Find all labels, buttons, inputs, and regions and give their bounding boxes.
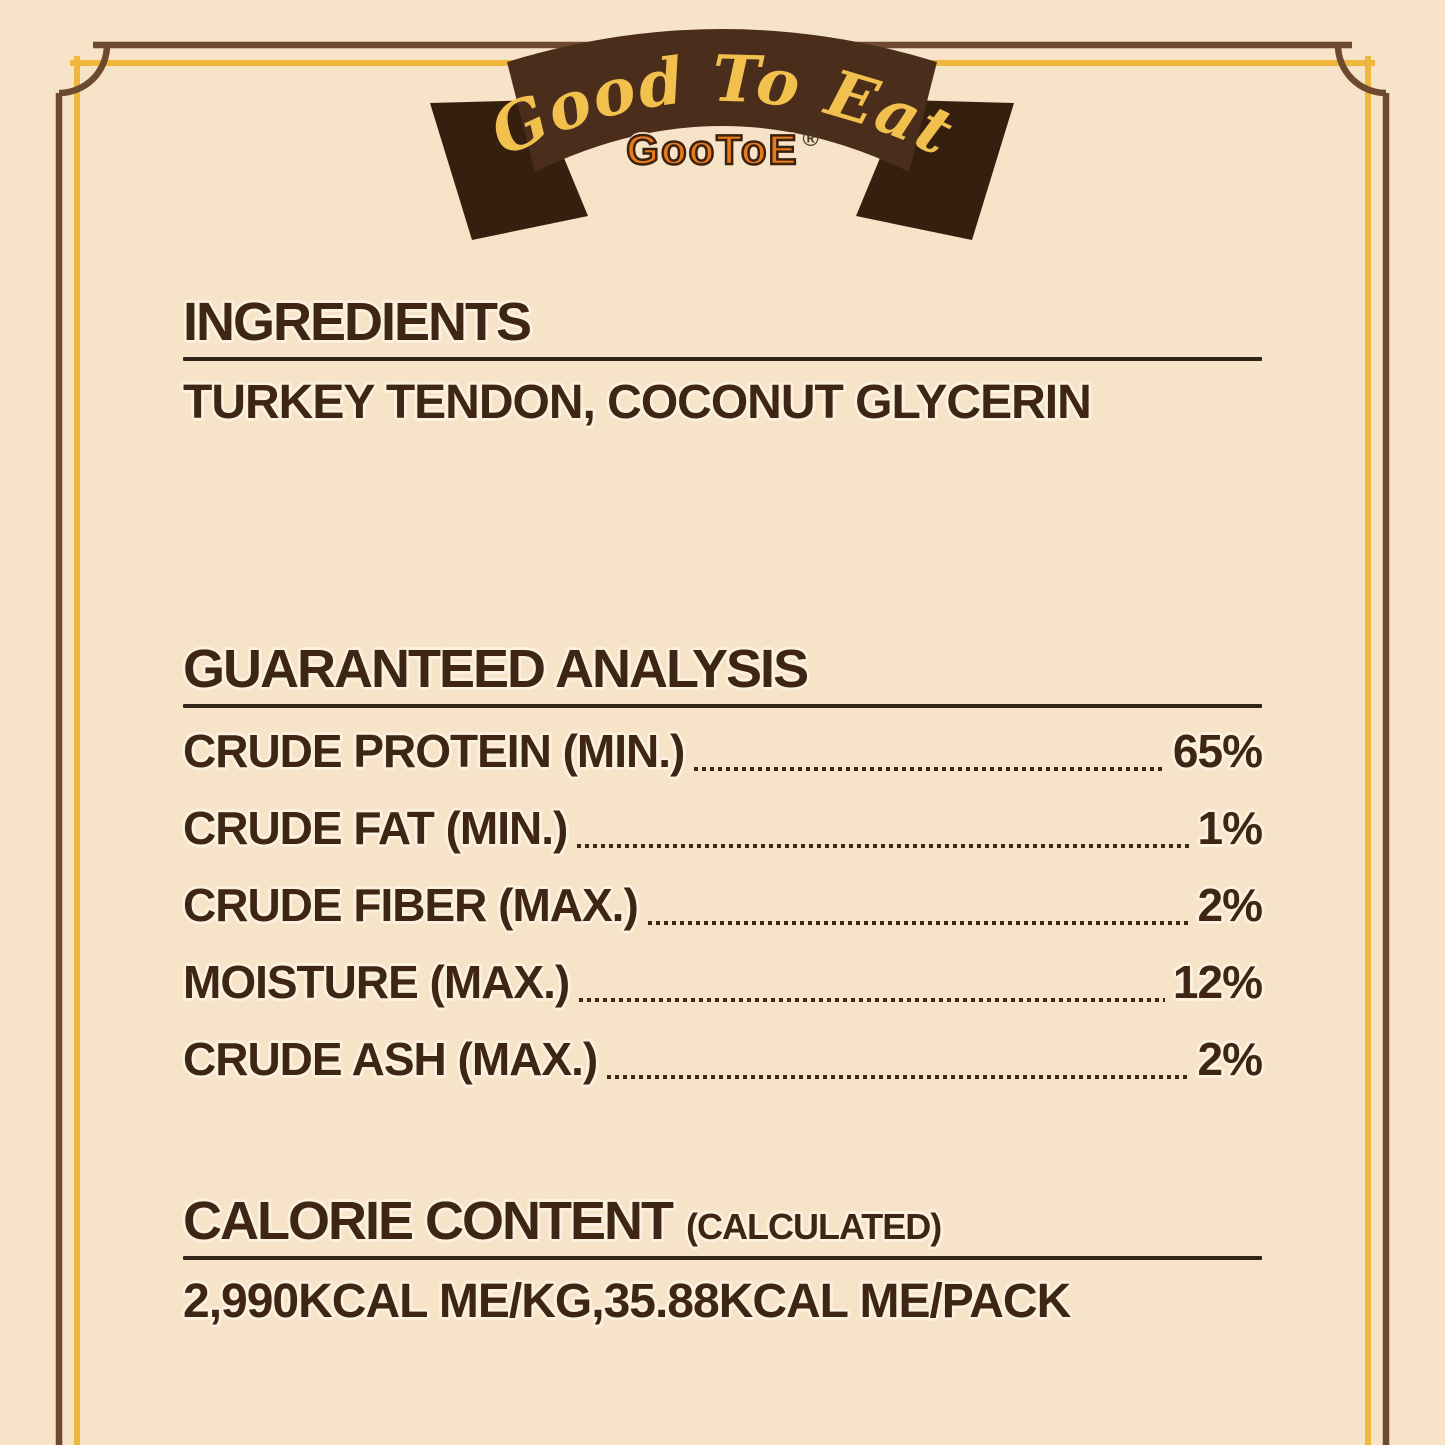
ingredients-title: INGREDIENTS xyxy=(183,292,531,352)
dotted-leader xyxy=(694,767,1165,771)
analysis-title: GUARANTEED ANALYSIS xyxy=(183,639,808,699)
analysis-row xyxy=(183,779,1262,856)
analysis-row xyxy=(183,1010,1262,1087)
row-value: 65% xyxy=(1172,725,1262,777)
analysis-row xyxy=(183,856,1262,933)
row-label: MOISTURE (MAX.) xyxy=(183,956,570,1008)
row-value: 1% xyxy=(1197,802,1262,854)
calories-title-suffix: (CALCULATED) xyxy=(686,1206,942,1247)
calories-title-line xyxy=(183,1192,1262,1250)
registered-trademark-icon: ® xyxy=(802,126,819,151)
calories-title: CALORIE CONTENT xyxy=(183,1191,672,1251)
row-value: 2% xyxy=(1197,879,1262,931)
dotted-leader xyxy=(579,998,1165,1002)
row-value: 12% xyxy=(1172,956,1262,1008)
logo-text: GooToE xyxy=(626,126,799,173)
dotted-leader xyxy=(607,1075,1189,1079)
calories-divider xyxy=(183,1256,1262,1260)
section-guaranteed-analysis xyxy=(183,640,1262,1087)
ingredients-divider xyxy=(183,357,1262,361)
section-ingredients xyxy=(183,293,1262,429)
row-label: CRUDE FIBER (MAX.) xyxy=(183,879,638,931)
row-label: CRUDE ASH (MAX.) xyxy=(183,1033,598,1085)
analysis-rows xyxy=(183,702,1262,1087)
row-value: 2% xyxy=(1197,1033,1262,1085)
brand-logo xyxy=(0,126,1445,174)
calories-value: 2,990KCAL ME/KG,35.88KCAL ME/PACK xyxy=(183,1275,1071,1328)
analysis-row xyxy=(183,933,1262,1010)
ingredients-value: TURKEY TENDON, COCONUT GLYCERIN xyxy=(183,376,1091,429)
dotted-leader xyxy=(577,844,1189,848)
row-label: CRUDE PROTEIN (MIN.) xyxy=(183,725,685,777)
ribbon-script-text: Good To Eat xyxy=(479,41,966,172)
dotted-leader xyxy=(648,921,1190,925)
analysis-row xyxy=(183,702,1262,779)
section-calorie-content xyxy=(183,1192,1262,1328)
row-label: CRUDE FAT (MIN.) xyxy=(183,802,568,854)
